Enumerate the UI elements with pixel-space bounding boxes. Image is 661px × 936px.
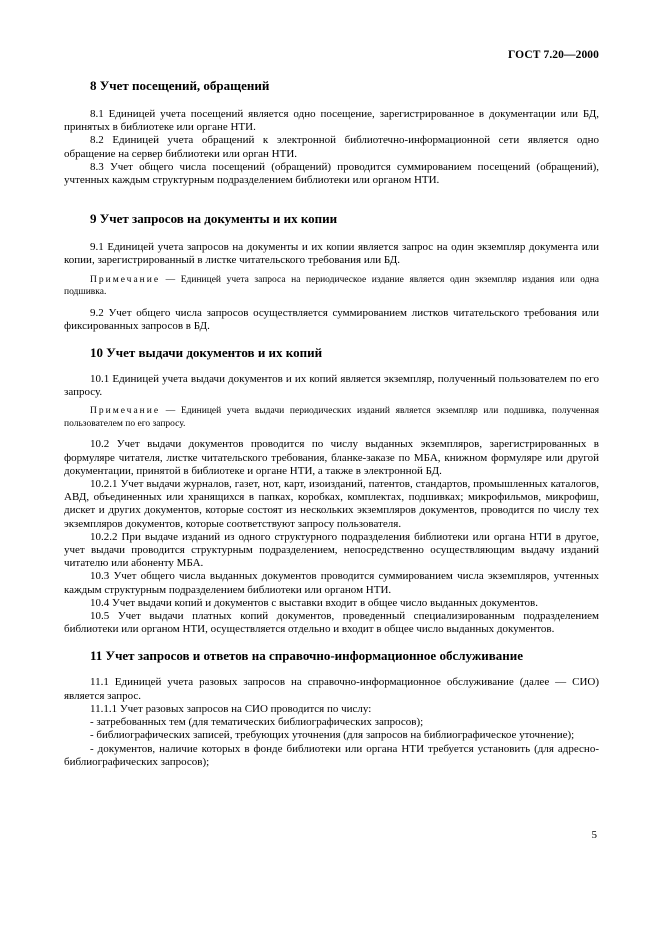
paragraph: 11.1.1 Учет разовых запросов на СИО проводится по числу:: [90, 702, 372, 715]
paragraph: 8.3 Учет общего числа посещений (обращений) проводится суммированием посещений (обращений), учтенных каждым структурным подразделением библиотеки или органом НТИ.: [64, 160, 599, 187]
note-label: Примечание: [90, 406, 161, 417]
paragraph: 8.2 Единицей учета обращений к электронной библиотечно-информационной сети является одно обращение на сервер библиотеки или орган НТИ.: [64, 134, 599, 160]
note: [64, 405, 599, 430]
paragraph: 9.2 Учет общего числа запросов осуществляется суммированием листков читательского требования или фиксированных запросов в БД.: [64, 306, 599, 332]
paragraph: 11.1 Единицей учета разовых запросов на справочно-информационное обслуживание (далее — СИО) является запрос.: [64, 676, 599, 702]
paragraph: 9.1 Единицей учета запросов на документы и их копии является запрос на один экземпляр документа или копии, зарегистрированный в листке читательского требования или БД.: [64, 241, 599, 267]
note-text: — Единицей учета выдачи периодических изданий является экземпляр или подшивка, полученная пользователем по его запросу.: [64, 406, 599, 429]
paragraph: 10.5 Учет выдачи платных копий документов, проведенный специализированным подразделением библиотеки или органом НТИ, осуществляется отдельно и входит в общее число выданных документов.: [64, 610, 599, 636]
page-body: [64, 78, 599, 769]
paragraph: 10.4 Учет выдачи копий и документов с выставки входит в общее число выданных документов.: [90, 596, 538, 609]
paragraph: 10.2 Учет выдачи документов проводится по числу выданных экземпляров, зарегистрированных в формуляре читателя, листке читательского требования, бланке-заказе по МБА, книжном формуляре или другой документации, принятой в библиотеке и органе НТИ, а также в электронной БД.: [64, 438, 599, 477]
list-item: - библиографических записей, требующих уточнения (для запросов на библиографическое уточнение);: [90, 729, 575, 742]
section-heading: 10 Учет выдачи документов и их копий: [90, 345, 323, 361]
note: [64, 274, 599, 299]
paragraph: 10.2.1 Учет выдачи журналов, газет, нот, карт, изоизданий, патентов, стандартов, промышленных каталогов, АВД, объединенных или хранящихся в папках, коробках, комплектах, подшивках; микрофильмов, микрофиш, дискет и других документов, которые состоят из нескольких экземпляров документов, проводится по числу тех экземпляров документов, которые соответствуют запросу пользователя.: [64, 478, 599, 530]
section-heading: 8 Учет посещений, обращений: [90, 78, 270, 93]
note-label: Примечание: [90, 274, 161, 285]
standard-header: ГОСТ 7.20—2000: [508, 49, 599, 61]
paragraph: 10.2.2 При выдаче изданий из одного структурного подразделения библиотеки или органа НТИ в другое, учет выдачи проводится структурным подразделением, непосредственно осуществляющим выдачу изданий читателю или абоненту МБА.: [64, 530, 599, 570]
paragraph: 10.3 Учет общего числа выданных документов проводится суммированием числа экземпляров, учтенных каждым структурным подразделением библиотеки или органом НТИ.: [64, 570, 599, 596]
page-number: 5: [591, 829, 597, 841]
paragraph: 10.1 Единицей учета выдачи документов и их копий является экземпляр, полученный пользователем по его запросу.: [64, 373, 599, 399]
paragraph: 8.1 Единицей учета посещений является одно посещение, зарегистрированное в документации или БД, принятых в библиотеке или органе НТИ.: [64, 108, 599, 134]
section-heading: 9 Учет запросов на документы и их копии: [90, 211, 338, 227]
note-text: — Единицей учета запроса на периодическое издание является один экземпляр издания или одна подшивка.: [64, 274, 599, 298]
list-item: - затребованных тем (для тематических библиографических запросов);: [90, 716, 424, 729]
section-heading: 11 Учет запросов и ответов на справочно-информационное обслуживание: [90, 648, 524, 664]
list-item: - документов, наличие которых в фонде библиотеки или органа НТИ требуется установить (для адресно-библиографических запросов);: [64, 742, 599, 768]
